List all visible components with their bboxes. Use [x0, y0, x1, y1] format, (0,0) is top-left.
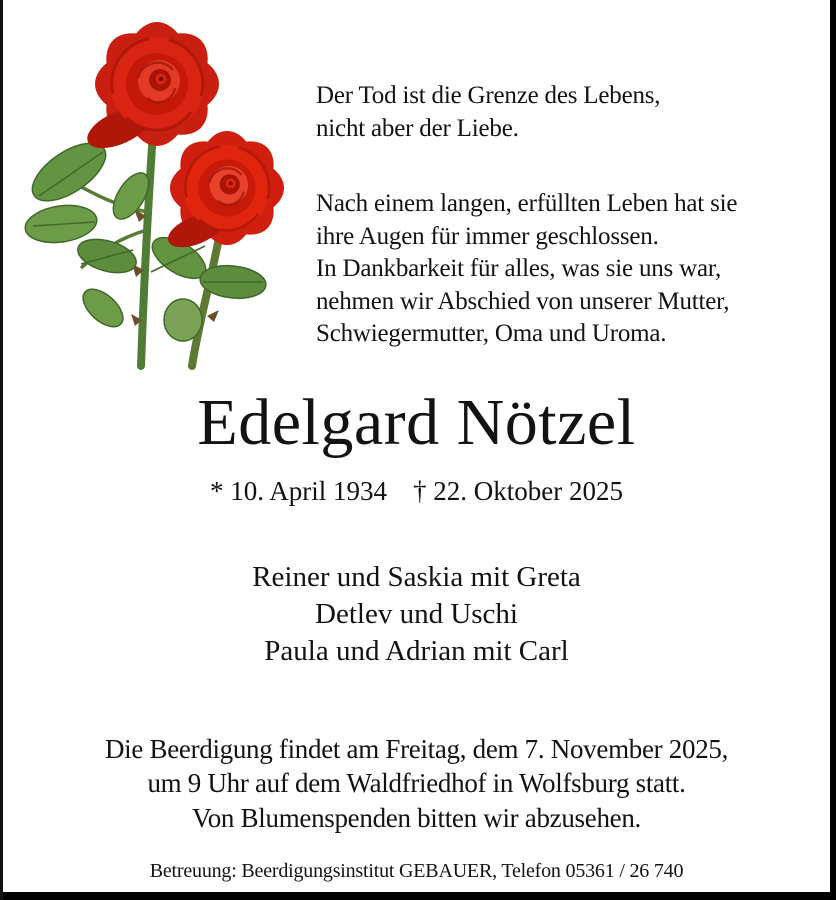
deceased-name: Edelgard Nötzel [197, 386, 636, 459]
family-line: Reiner und Saskia mit Greta [252, 561, 581, 593]
family-line: Detlev und Uschi [315, 598, 518, 630]
tribute-line: Schwiegermutter, Oma und Uroma. [316, 320, 667, 347]
rose-bloom-lower [163, 124, 291, 254]
rose-bloom-upper [81, 20, 226, 156]
funeral-line: Die Beerdigung findet am Freitag, dem 7. November 2025, [104, 734, 729, 764]
funeral-home-line: Betreuung: Beerdigungsinstitut GEBAUER, Telefon 05361 / 26 740 [149, 860, 684, 882]
funeral-line: um 9 Uhr auf dem Waldfriedhof in Wolfsburg statt. [147, 768, 686, 798]
flowers-note: Von Blumenspenden bitten wir abzusehen. [192, 803, 641, 833]
birth-date: * 10. April 1934 [210, 476, 388, 506]
death-date: † 22. Oktober 2025 [413, 476, 623, 506]
verse-line: nicht aber der Liebe. [316, 115, 519, 142]
family-names [3, 559, 830, 670]
family-line: Paula und Adrian mit Carl [264, 635, 569, 667]
funeral-details [3, 732, 830, 800]
verse-line: Der Tod ist die Grenze des Lebens, [316, 82, 661, 109]
life-dates [3, 474, 830, 508]
tribute-line: nehmen wir Abschied von unserer Mutter, [316, 287, 730, 315]
opening-verse [316, 79, 660, 145]
tribute-line: In Dankbarkeit für alles, was sie uns war, [316, 255, 722, 282]
bottom-divider-rule [3, 892, 830, 900]
tribute-line: ihre Augen für immer geschlossen. [316, 222, 659, 250]
tribute-line: Nach einem langen, erfüllten Leben hat sie [316, 190, 738, 217]
tribute-text [316, 188, 737, 351]
roses-image [11, 20, 303, 372]
